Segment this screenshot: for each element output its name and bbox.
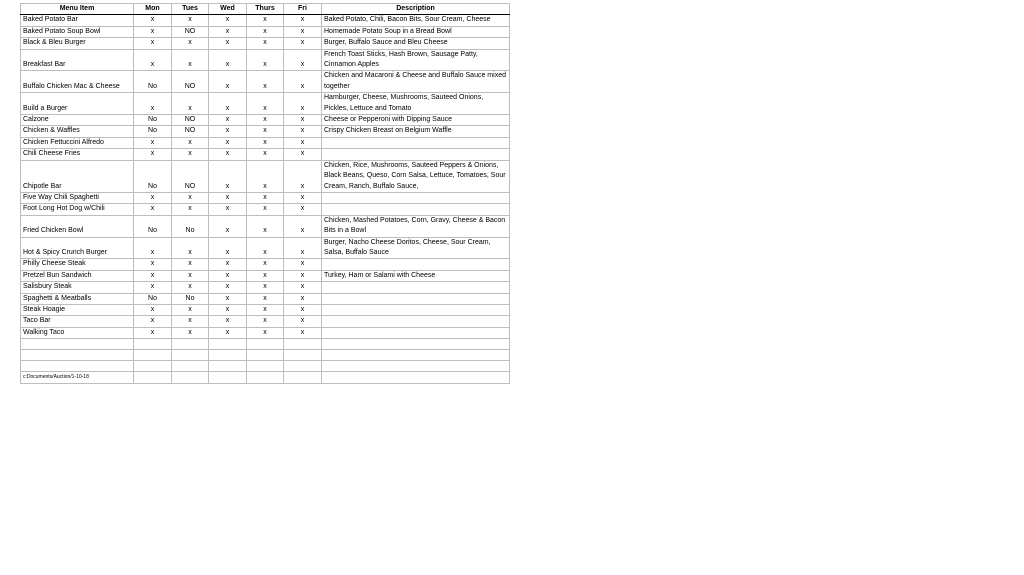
thurs-cell: x (247, 93, 284, 115)
mon-cell: x (134, 204, 172, 215)
header-fri: Fri (284, 4, 322, 15)
header-thurs: Thurs (247, 4, 284, 15)
table-row (21, 93, 510, 115)
thurs-cell: x (247, 38, 284, 49)
empty-row (21, 361, 510, 372)
fri-cell: x (284, 282, 322, 293)
thurs-cell: x (247, 160, 284, 192)
wed-cell: x (209, 237, 247, 259)
tues-cell: x (172, 38, 209, 49)
wed-cell: x (209, 71, 247, 93)
wed-cell: x (209, 204, 247, 215)
header-menu-item: Menu Item (21, 4, 134, 15)
mon-cell: x (134, 137, 172, 148)
fri-cell: x (284, 126, 322, 137)
wed-cell: x (209, 192, 247, 203)
description-cell (322, 304, 510, 315)
tues-cell: x (172, 259, 209, 270)
menu-item-cell: Calzone (21, 115, 134, 126)
mon-cell: x (134, 327, 172, 338)
fri-cell: x (284, 49, 322, 71)
tues-cell: x (172, 304, 209, 315)
tues-cell: x (172, 204, 209, 215)
menu-item-cell: Build a Burger (21, 93, 134, 115)
fri-cell: x (284, 237, 322, 259)
menu-item-cell: Chipotle Bar (21, 160, 134, 192)
mon-cell: No (134, 160, 172, 192)
menu-item-cell: Chicken Fettuccini Alfredo (21, 137, 134, 148)
fri-cell: x (284, 71, 322, 93)
thurs-cell: x (247, 71, 284, 93)
mon-cell: x (134, 38, 172, 49)
fri-cell: x (284, 316, 322, 327)
description-cell: Turkey, Ham or Salami with Cheese (322, 270, 510, 281)
mon-cell: No (134, 293, 172, 304)
thurs-cell: x (247, 293, 284, 304)
empty-cell (172, 372, 209, 383)
mon-cell: x (134, 282, 172, 293)
table-row (21, 270, 510, 281)
wed-cell: x (209, 38, 247, 49)
wed-cell: x (209, 293, 247, 304)
tues-cell: x (172, 270, 209, 281)
description-cell: Homemade Potato Soup in a Bread Bowl (322, 26, 510, 37)
tues-cell: NO (172, 26, 209, 37)
mon-cell: x (134, 259, 172, 270)
fri-cell: x (284, 327, 322, 338)
tues-cell: x (172, 137, 209, 148)
empty-cell (21, 350, 134, 361)
mon-cell: x (134, 316, 172, 327)
table-row (21, 160, 510, 192)
tues-cell: x (172, 93, 209, 115)
header-tues: Tues (172, 4, 209, 15)
menu-item-cell: Pretzel Bun Sandwich (21, 270, 134, 281)
mon-cell: No (134, 115, 172, 126)
menu-item-cell: Fried Chicken Bowl (21, 215, 134, 237)
file-path-label: c:Documents/Auction/1-10-18 (21, 372, 134, 383)
mon-cell: x (134, 49, 172, 71)
fri-cell: x (284, 192, 322, 203)
empty-cell (21, 361, 134, 372)
wed-cell: x (209, 304, 247, 315)
thurs-cell: x (247, 259, 284, 270)
thurs-cell: x (247, 237, 284, 259)
empty-row (21, 339, 510, 350)
empty-cell (172, 339, 209, 350)
mon-cell: x (134, 149, 172, 160)
tues-cell: NO (172, 160, 209, 192)
empty-cell (209, 339, 247, 350)
empty-cell (134, 372, 172, 383)
mon-cell: x (134, 93, 172, 115)
table-row (21, 215, 510, 237)
description-cell: Cheese or Pepperoni with Dipping Sauce (322, 115, 510, 126)
description-cell: Chicken, Mashed Potatoes, Corn, Gravy, Cheese & Bacon Bits in a Bowl (322, 215, 510, 237)
thurs-cell: x (247, 327, 284, 338)
description-cell (322, 149, 510, 160)
menu-item-cell: Baked Potato Bar (21, 15, 134, 26)
thurs-cell: x (247, 270, 284, 281)
mon-cell: x (134, 237, 172, 259)
tues-cell: x (172, 237, 209, 259)
description-cell (322, 192, 510, 203)
menu-item-cell: Chili Cheese Fries (21, 149, 134, 160)
thurs-cell: x (247, 149, 284, 160)
table-row (21, 327, 510, 338)
thurs-cell: x (247, 126, 284, 137)
header-mon: Mon (134, 4, 172, 15)
empty-cell (172, 350, 209, 361)
thurs-cell: x (247, 304, 284, 315)
wed-cell: x (209, 316, 247, 327)
tues-cell: x (172, 149, 209, 160)
fri-cell: x (284, 270, 322, 281)
table-row (21, 282, 510, 293)
wed-cell: x (209, 93, 247, 115)
description-cell (322, 137, 510, 148)
description-cell: Hamburger, Cheese, Mushrooms, Sauteed Onions, Pickles, Lettuce and Tomato (322, 93, 510, 115)
mon-cell: x (134, 15, 172, 26)
fri-cell: x (284, 293, 322, 304)
fri-cell: x (284, 204, 322, 215)
description-cell: French Toast Sticks, Hash Brown, Sausage Patty, Cinnamon Apples (322, 49, 510, 71)
table-row (21, 15, 510, 26)
menu-item-cell: Chicken & Waffles (21, 126, 134, 137)
table-row (21, 126, 510, 137)
tues-cell: x (172, 327, 209, 338)
thurs-cell: x (247, 316, 284, 327)
wed-cell: x (209, 126, 247, 137)
table-row (21, 237, 510, 259)
menu-item-cell: Buffalo Chicken Mac & Cheese (21, 71, 134, 93)
wed-cell: x (209, 327, 247, 338)
tues-cell: NO (172, 115, 209, 126)
thurs-cell: x (247, 26, 284, 37)
tues-cell: x (172, 15, 209, 26)
menu-item-cell: Hot & Spicy Crunch Burger (21, 237, 134, 259)
empty-cell (134, 361, 172, 372)
header-row (21, 4, 510, 15)
description-cell: Chicken, Rice, Mushrooms, Sauteed Peppers & Onions, Black Beans, Queso, Corn Salsa, Lettuce, Tomatoes, Sour Cream, Ranch, Buffalo Sauce, (322, 160, 510, 192)
wed-cell: x (209, 270, 247, 281)
mon-cell: No (134, 126, 172, 137)
thurs-cell: x (247, 15, 284, 26)
empty-cell (322, 350, 510, 361)
wed-cell: x (209, 160, 247, 192)
menu-item-cell: Philly Cheese Steak (21, 259, 134, 270)
wed-cell: x (209, 115, 247, 126)
fri-cell: x (284, 259, 322, 270)
mon-cell: No (134, 215, 172, 237)
empty-cell (172, 361, 209, 372)
empty-cell (247, 361, 284, 372)
fri-cell: x (284, 93, 322, 115)
empty-cell (247, 372, 284, 383)
mon-cell: No (134, 71, 172, 93)
header-description: Description (322, 4, 510, 15)
empty-row (21, 350, 510, 361)
empty-cell (284, 361, 322, 372)
empty-cell (284, 372, 322, 383)
mon-cell: x (134, 270, 172, 281)
empty-cell (21, 339, 134, 350)
wed-cell: x (209, 282, 247, 293)
empty-cell (322, 361, 510, 372)
table-row (21, 293, 510, 304)
table-row (21, 149, 510, 160)
description-cell: Burger, Nacho Cheese Doritos, Cheese, Sour Cream, Salsa, Buffalo Sauce (322, 237, 510, 259)
description-cell (322, 316, 510, 327)
footer-row (21, 372, 510, 383)
tues-cell: x (172, 192, 209, 203)
tues-cell: No (172, 293, 209, 304)
description-cell (322, 327, 510, 338)
wed-cell: x (209, 49, 247, 71)
description-cell (322, 282, 510, 293)
menu-item-cell: Taco Bar (21, 316, 134, 327)
wed-cell: x (209, 15, 247, 26)
mon-cell: x (134, 26, 172, 37)
thurs-cell: x (247, 215, 284, 237)
tues-cell: x (172, 282, 209, 293)
menu-item-cell: Spaghetti & Meatballs (21, 293, 134, 304)
table-row (21, 26, 510, 37)
menu-item-cell: Steak Hoagie (21, 304, 134, 315)
menu-schedule-table (20, 3, 510, 384)
thurs-cell: x (247, 204, 284, 215)
wed-cell: x (209, 149, 247, 160)
table-row (21, 137, 510, 148)
table-row (21, 259, 510, 270)
tues-cell: x (172, 49, 209, 71)
wed-cell: x (209, 26, 247, 37)
empty-cell (134, 339, 172, 350)
table-row (21, 49, 510, 71)
empty-cell (209, 361, 247, 372)
empty-cell (322, 339, 510, 350)
table-row (21, 71, 510, 93)
mon-cell: x (134, 304, 172, 315)
fri-cell: x (284, 215, 322, 237)
wed-cell: x (209, 259, 247, 270)
empty-cell (247, 339, 284, 350)
menu-item-cell: Foot Long Hot Dog w/Chili (21, 204, 134, 215)
fri-cell: x (284, 160, 322, 192)
description-cell: Burger, Buffalo Sauce and Bleu Cheese (322, 38, 510, 49)
description-cell (322, 259, 510, 270)
thurs-cell: x (247, 137, 284, 148)
fri-cell: x (284, 137, 322, 148)
empty-cell (322, 372, 510, 383)
fri-cell: x (284, 38, 322, 49)
fri-cell: x (284, 115, 322, 126)
empty-cell (284, 350, 322, 361)
fri-cell: x (284, 149, 322, 160)
menu-item-cell: Baked Potato Soup Bowl (21, 26, 134, 37)
tues-cell: x (172, 316, 209, 327)
mon-cell: x (134, 192, 172, 203)
fri-cell: x (284, 15, 322, 26)
empty-cell (209, 372, 247, 383)
fri-cell: x (284, 26, 322, 37)
menu-item-cell: Walking Taco (21, 327, 134, 338)
table-row (21, 115, 510, 126)
description-cell: Crispy Chicken Breast on Belgium Waffle (322, 126, 510, 137)
menu-item-cell: Five Way Chili Spaghetti (21, 192, 134, 203)
table-row (21, 192, 510, 203)
thurs-cell: x (247, 115, 284, 126)
tues-cell: No (172, 215, 209, 237)
empty-cell (134, 350, 172, 361)
empty-cell (247, 350, 284, 361)
tues-cell: NO (172, 126, 209, 137)
thurs-cell: x (247, 192, 284, 203)
thurs-cell: x (247, 282, 284, 293)
empty-cell (209, 350, 247, 361)
description-cell: Baked Potato, Chili, Bacon Bits, Sour Cream, Cheese (322, 15, 510, 26)
menu-item-cell: Breakfast Bar (21, 49, 134, 71)
description-cell (322, 204, 510, 215)
wed-cell: x (209, 137, 247, 148)
header-wed: Wed (209, 4, 247, 15)
thurs-cell: x (247, 49, 284, 71)
table-row (21, 316, 510, 327)
description-cell: Chicken and Macaroni & Cheese and Buffalo Sauce mixed together (322, 71, 510, 93)
empty-cell (284, 339, 322, 350)
tues-cell: NO (172, 71, 209, 93)
menu-item-cell: Salisbury Steak (21, 282, 134, 293)
table-row (21, 38, 510, 49)
table-row (21, 304, 510, 315)
table-row (21, 204, 510, 215)
menu-item-cell: Black & Bleu Burger (21, 38, 134, 49)
fri-cell: x (284, 304, 322, 315)
description-cell (322, 293, 510, 304)
wed-cell: x (209, 215, 247, 237)
